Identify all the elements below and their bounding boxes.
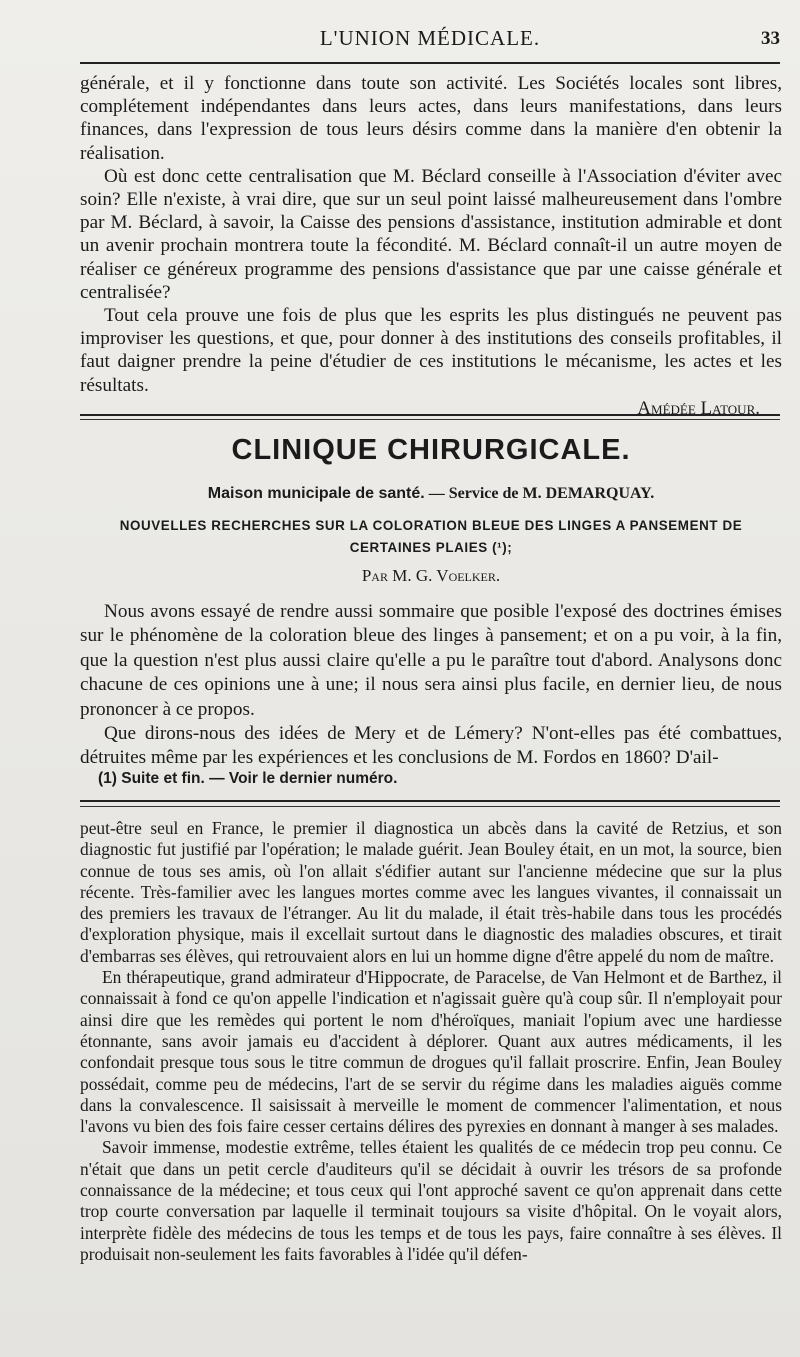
- article-text: [80, 600, 782, 771]
- feuilleton-paragraph: En thérapeutique, grand admirateur d'Hippocrate, de Paracelse, de Van Helmont et de Barthez, il connaissait à fond ce qu'on appelle l'indication et n'agissait guère qu'à coup sûr. Il n'employait pour ainsi dire que les remèdes qui portent le nom d'héroïques, maniait l'opium avec une hardiesse étonnante, sans avoir jamais eu d'accident à déplorer. Quant aux autres médicaments, il les confondait presque tous sous le titre commun de drogues qu'il fallait proscrire. Enfin, Jean Bouley possédait, comme peu de médecins, l'art de se servir du régime dans les maladies aiguës comme dans la convalescence. Il saisissait à merveille le moment de commencer l'alimentation, et nous l'avons vu bien des fois faire cesser certains délires des pyrexies en donnant à manger à ses malades.: [80, 967, 782, 1137]
- section-rule: [80, 419, 780, 420]
- service-place: Maison municipale de santé.: [207, 485, 425, 502]
- page-number: 33: [761, 28, 780, 49]
- feuilleton-paragraph: peut-être seul en France, le premier il diagnostica un abcès dans la cavité de Retzius, et son diagnostic fut justifié par l'opération; le malade guérit. Jean Bouley était, en un mot, la source, bien connue de tous ses amis, où l'on allait s'édifier autant sur l'ancienne médecine que sur la plus récente. Très-familier avec les langues mortes comme avec les langues vivantes, il connaissait un des premiers les travaux de l'étranger. Au lit du malade, il était très-habile dans tous les procédés d'exploration physique, mais il excellait surtout dans le diagnostic des maladies obscures, et tirait d'embarras ses élèves, qui retrouvaient alors en lui un homme digne d'être appelé du nom de maître.: [80, 818, 782, 966]
- article-paragraph: Que dirons-nous des idées de Mery et de Lémery? N'ont-elles pas été combattues, détruites même par les expériences et les conclusions de M. Fordos en 1860? D'ail-: [80, 723, 782, 769]
- feuilleton-rule: [80, 800, 780, 802]
- service-line: [80, 485, 782, 503]
- article-byline: Par M. G. Voelker.: [361, 566, 501, 585]
- author-signature: Amédée Latour.: [637, 397, 760, 419]
- section-rule: [80, 414, 780, 416]
- running-header: [80, 24, 780, 58]
- feuilleton-paragraph: Savoir immense, modestie extrême, telles étaient les qualités de ce médecin trop peu connu. Ce n'était que dans un petit cercle d'auditeurs qu'il se décidait à ouvrir les trésors de sa profonde connaissance de la médecine; et tous ceux qui l'ont approché savent ce qu'on apprenait dans cette trop courte conversation par laquelle il terminait toujours sa visite d'hôpital. On le voyait alors, interprète fidèle des médecins de tous les temps et de tous les pays, faire connaître à ses élèves. Il produisait non-seulement les faits favorables à l'idée qu'il défen-: [80, 1137, 782, 1264]
- article-paragraph: Nous avons essayé de rendre aussi sommaire que posible l'exposé des doctrines émises sur le phénomène de la coloration bleue des linges à pansement; et on a pu voir, à la fin, que la question n'est plus aussi claire qu'elle a pu le paraître tout d'abord. Analysons donc chacune de ces opinions une à une; il nous sera ainsi plus facile, en dernier lieu, de nous prononcer à ce propos.: [80, 601, 782, 720]
- header-rule: [80, 62, 780, 64]
- service-name: — Service de M. DEMARQUAY.: [424, 485, 655, 502]
- footnote: (1) Suite et fin. — Voir le dernier numéro.: [98, 770, 398, 787]
- article-title: NOUVELLES RECHERCHES SUR LA COLORATION BLEUE DES LINGES A PANSEMENT DE CERTAINES PLAIES (¹);: [119, 518, 743, 555]
- intro-text: [80, 72, 782, 420]
- intro-paragraph: générale, et il y fonctionne dans toute son activité. Les Sociétés locales sont libres, complétement indépendantes dans leurs actes, dans leurs manifestations, dans leurs finances, dans l'expression de tous leurs désirs comme dans la manière d'en obtenir la réalisation.: [80, 73, 782, 164]
- intro-paragraph: Où est donc cette centralisation que M. Béclard conseille à l'Association d'éviter avec soin? Elle n'existe, à vrai dire, que sur un seul point laissé malheureusement dans l'ombre par M. Béclard, à savoir, la Caisse des pensions d'assistance, institution admirable et dont un avenir prochain montrera toute la fécondité. M. Béclard connaît-il un autre moyen de réaliser ce généreux programme des pensions d'assistance que par une caisse générale et centralisée?: [80, 165, 782, 303]
- feuilleton-rule: [80, 806, 780, 807]
- intro-paragraph: Tout cela prouve une fois de plus que les esprits les plus distingués ne peuvent pas improviser les questions, et que, pour donner à des institutions des conseils profitables, il faut daigner prendre la peine d'étudier de ces institutions le mécanisme, les actes et les résultats.: [80, 305, 782, 396]
- journal-title: L'UNION MÉDICALE.: [319, 26, 541, 50]
- feuilleton-text: [80, 818, 782, 1265]
- section-title: CLINIQUE CHIRURGICALE.: [231, 434, 631, 466]
